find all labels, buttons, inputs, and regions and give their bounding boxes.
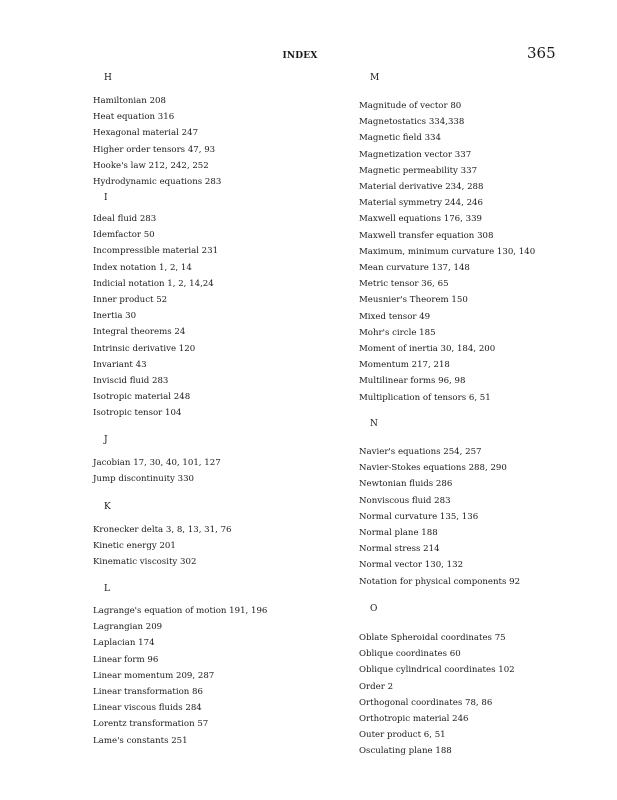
index-entry: Maximum, minimum curvature 130, 140 [359, 246, 536, 257]
index-entry: Mohr's circle 185 [359, 327, 436, 338]
index-entry: Jacobian 17, 30, 40, 101, 127 [93, 458, 221, 468]
index-entry: Orthogonal coordinates 78, 86 [359, 697, 493, 708]
index-entry: Linear viscous fluids 284 [93, 703, 202, 714]
index-entry: Multilinear forms 96, 98 [359, 376, 466, 387]
index-entry: Inviscid fluid 283 [93, 376, 169, 386]
index-entry: Maxwell transfer equation 308 [359, 230, 494, 241]
index-entry: Osculating plane 188 [359, 746, 452, 757]
index-entry: Lagrange's equation of motion 191, 196 [93, 606, 268, 616]
index-entry: Newtonian fluids 286 [359, 479, 453, 490]
index-entry: Material derivative 234, 288 [359, 182, 484, 192]
index-entry: Magnetic permeability 337 [359, 165, 478, 176]
index-entry: Material symmetry 244, 246 [359, 198, 483, 209]
section-letter: O [370, 604, 378, 614]
index-entry: Integral theorems 24 [93, 327, 186, 338]
section-letter: J [104, 435, 108, 445]
index-entry: Magnetostatics 334,338 [359, 117, 465, 128]
section-letter: K [104, 502, 111, 512]
index-entry: Inner product 52 [93, 295, 168, 305]
index-entry: Mean curvature 137, 148 [359, 263, 470, 273]
index-entry: Lorentz transformation 57 [93, 719, 209, 730]
index-entry: Oblique coordinates 60 [359, 649, 461, 660]
index-entry: Multiplication of tensors 6, 51 [359, 392, 491, 403]
index-entry: Notation for physical components 92 [359, 576, 521, 587]
page-number: 365 [527, 44, 556, 62]
index-entry: Momentum 217, 218 [359, 360, 450, 371]
index-entry: Normal plane 188 [359, 528, 438, 538]
index-entry: Meusnier's Theorem 150 [359, 295, 468, 306]
index-entry: Inertia 30 [93, 311, 137, 322]
section-letter: I [104, 193, 108, 203]
index-entry: Lagrangian 209 [93, 622, 163, 633]
section-letter: N [370, 419, 378, 429]
index-entry: Maxwell equations 176, 339 [359, 214, 483, 225]
index-entry: Heat equation 316 [93, 112, 175, 123]
index-entry: Isotropic tensor 104 [93, 408, 182, 419]
index-entry: Metric tensor 36, 65 [359, 279, 449, 290]
index-entry: Moment of inertia 30, 184, 200 [359, 344, 496, 354]
index-entry: Invariant 43 [93, 359, 147, 370]
section-letter: H [104, 73, 112, 83]
index-entry: Outer product 6, 51 [359, 730, 446, 741]
index-entry: Mixed tensor 49 [359, 311, 431, 322]
index-entry: Hydrodynamic equations 283 [93, 177, 222, 187]
section-letter: L [104, 584, 110, 594]
index-entry: Higher order tensors 47, 93 [93, 144, 216, 155]
index-entry: Linear momentum 209, 287 [93, 670, 215, 681]
index-entry: Nonviscous fluid 283 [359, 495, 451, 506]
index-entry: Magnitude of vector 80 [359, 101, 462, 111]
index-entry: Idemfactor 50 [93, 230, 155, 241]
index-entry: Navier's equations 254, 257 [359, 447, 482, 457]
index-entry: Jump discontinuity 330 [93, 474, 195, 485]
index-entry: Laplacian 174 [93, 638, 155, 649]
section-letter: M [370, 73, 380, 83]
index-entry: Normal stress 214 [359, 544, 440, 555]
index-entry: Lame's constants 251 [93, 735, 188, 746]
index-entry: Normal vector 130, 132 [359, 560, 464, 571]
index-entry: Linear form 96 [93, 654, 159, 665]
index-entry: Magnetic field 334 [359, 133, 441, 144]
index-entry: Incompressible material 231 [93, 246, 219, 257]
index-entry: Isotropic material 248 [93, 392, 191, 403]
index-entry: Orthotropic material 246 [359, 714, 469, 724]
index-entry: Intrinsic derivative 120 [93, 343, 196, 354]
index-entry: Order 2 [359, 681, 394, 692]
index-entry: Kronecker delta 3, 8, 13, 31, 76 [93, 525, 232, 535]
index-entry: Indicial notation 1, 2, 14,24 [93, 278, 214, 289]
index-entry: Kinematic viscosity 302 [93, 557, 197, 568]
index-entry: Linear transformation 86 [93, 687, 203, 697]
index-entry: Index notation 1, 2, 14 [93, 262, 192, 273]
index-entry: Navier-Stokes equations 288, 290 [359, 463, 507, 474]
index-entry: Ideal fluid 283 [93, 214, 157, 224]
page-header-title: INDEX [282, 51, 318, 61]
index-entry: Hooke's law 212, 242, 252 [93, 160, 209, 171]
index-entry: Oblique cylindrical coordinates 102 [359, 665, 515, 676]
index-entry: Hamiltonian 208 [93, 96, 166, 106]
index-entry: Hexagonal material 247 [93, 128, 199, 139]
index-entry: Normal curvature 135, 136 [359, 511, 479, 522]
index-entry: Magnetization vector 337 [359, 149, 472, 160]
index-entry: Kinetic energy 201 [93, 541, 176, 552]
index-entry: Oblate Spheroidal coordinates 75 [359, 633, 506, 643]
